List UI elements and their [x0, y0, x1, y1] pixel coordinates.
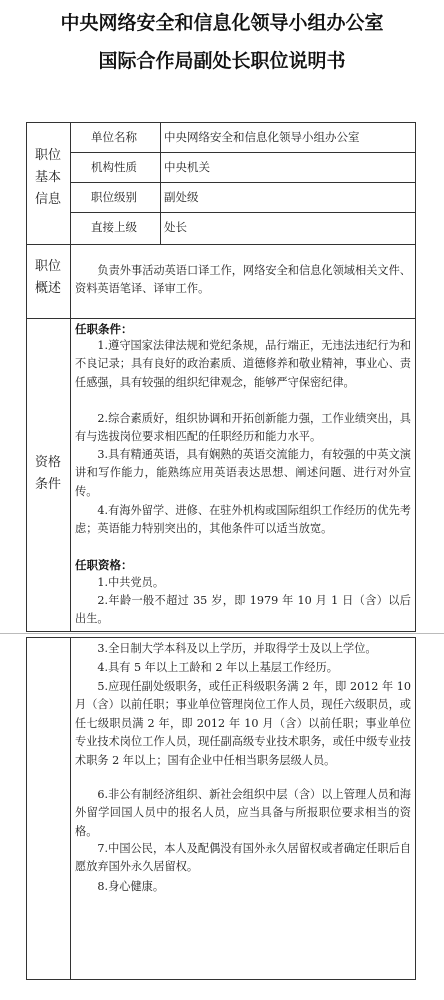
page-break: [0, 633, 444, 634]
label-column-divider: [70, 122, 71, 632]
label-line: 信息: [34, 192, 61, 207]
row-divider: [70, 152, 416, 153]
value-org-nature: 中央机关: [164, 160, 210, 174]
qual-heading: 任职资格：: [75, 558, 133, 572]
overview-label: [26, 256, 70, 300]
label-line: 职位: [34, 148, 61, 163]
duty-item-4: 4.有海外留学、进修、在驻外机构或国际组织工作经历的优先考虑；英语能力特别突出的，其他条件可以适当放宽。: [75, 504, 411, 536]
label-line: 职位: [34, 259, 61, 274]
basic-info-label: [26, 145, 70, 211]
overview-text: 负责外事活动英语口译工作，网络安全和信息化领域相关文件、资料英语笔译、译审工作。: [75, 264, 411, 296]
section-divider: [26, 244, 416, 245]
duty-heading: 任职条件：: [75, 322, 133, 336]
key-org-nature: 机构性质: [91, 160, 137, 174]
qual-item-1: 1.中共党员。: [97, 576, 165, 589]
key-position-level: 职位级别: [91, 190, 137, 204]
qual-item-7: 7.中国公民，本人及配偶没有国外永久居留权或者确定任职后自愿放弃国外永久居留权。: [75, 842, 411, 874]
qual-item-2: 2.年龄一般不超过 35 岁，即 1979 年 10 月 1 日（含）以后出生。: [75, 594, 411, 626]
duty-item-2: 2.综合素质好，组织协调和开拓创新能力强，工作业绩突出，具有与选拔岗位要求相匹配的任职经历和能力水平。: [75, 412, 411, 444]
qual-item-5: 5.应现任副处级职务，或任正科级职务满 2 年，即 2012 年 10 月（含）以前任职；事业单位管理岗位工作人员，现任六级职员，或任七级职员满 2 年，即 2012 年 10 月（含）以前任职；事业单位专业技术岗位工作人员，现任副高级专业技术职务，或任中级专业技术职务 2 年以上；国有企业中任相当职务层级人员。: [75, 680, 411, 767]
value-unit-name: 中央网络安全和信息化领导小组办公室: [164, 130, 360, 144]
key-direct-superior: 直接上级: [91, 220, 137, 234]
qualifications-label: [26, 452, 70, 496]
row-divider: [70, 182, 416, 183]
duty-item-1: 1.遵守国家法律法规和党纪条规，品行端正，无违法违纪行为和不良记录；具有良好的政治素质、道德修养和敬业精神，事业心、责任感强，具有较强的组织纪律观念，能够严守保密纪律。: [75, 339, 411, 389]
label-line: 条件: [34, 477, 61, 492]
label-line: 基本: [34, 170, 61, 185]
value-direct-superior: 处长: [164, 220, 187, 234]
qual-item-6: 6.非公有制经济组织、新社会组织中层（含）以上管理人员和海外留学回国人员中的报名人员，应当具备与所报职位要求相当的资格。: [75, 788, 411, 838]
document-title-line1: 中央网络安全和信息化领导小组办公室: [60, 12, 384, 34]
section-divider: [26, 318, 416, 319]
label-line: 资格: [34, 455, 61, 470]
document-title-line2: 国际合作局副处长职位说明书: [98, 50, 346, 72]
value-position-level: 副处级: [164, 190, 199, 204]
key-column-divider: [160, 122, 161, 244]
duty-item-3: 3.具有精通英语，具有娴熟的英语交流能力，有较强的中英文演讲和写作能力，能熟练应用英语表达思想、阐述问题、进行对外宣传。: [75, 448, 411, 498]
qual-item-3: 3.全日制大学本科及以上学历，并取得学士及以上学位。: [97, 642, 377, 655]
qual-item-8: 8.身心健康。: [97, 880, 165, 893]
row-divider: [70, 212, 416, 213]
label-column-divider: [70, 637, 71, 980]
key-unit-name: 单位名称: [91, 130, 137, 144]
qual-item-4: 4.具有 5 年以上工龄和 2 年以上基层工作经历。: [97, 661, 338, 674]
label-line: 概述: [34, 281, 61, 296]
